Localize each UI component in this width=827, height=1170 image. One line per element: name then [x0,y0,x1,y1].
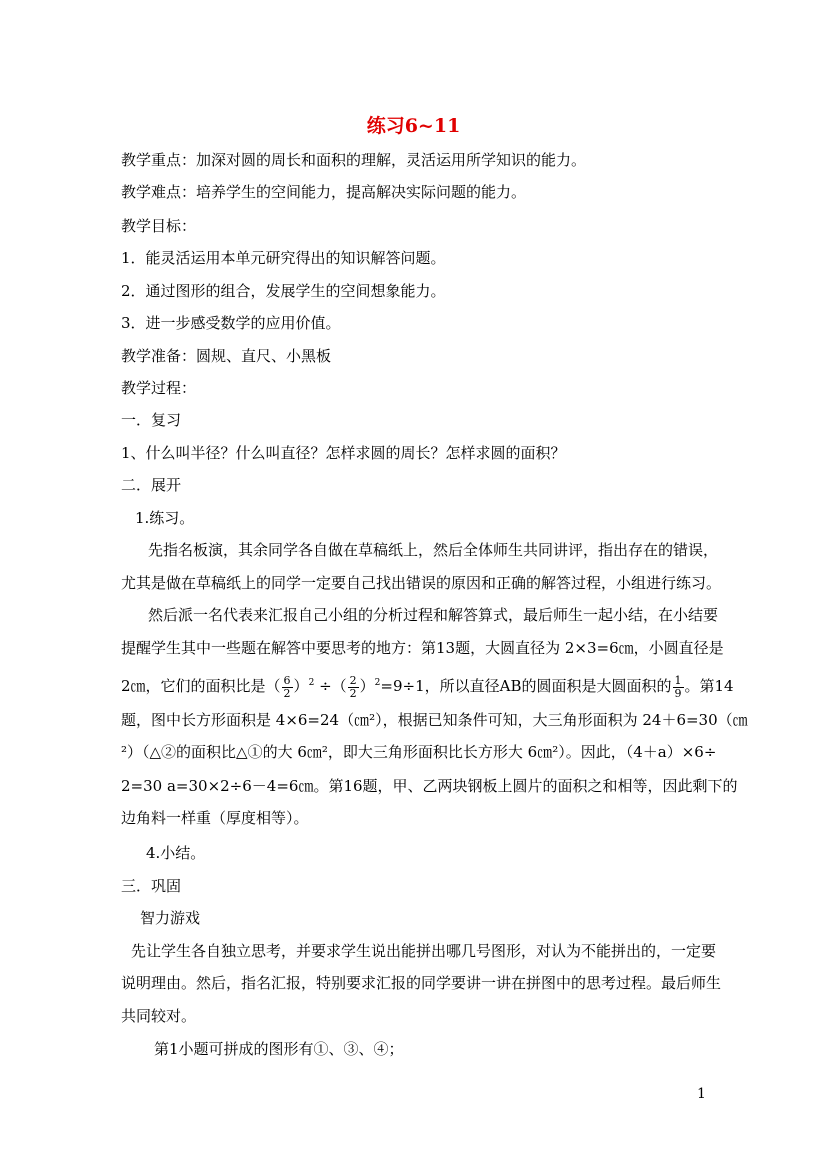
game-heading: 智力游戏 [140,909,201,927]
fraction-denominator: 2 [283,686,291,700]
paragraph-line: 说明理由。然后，指名汇报，特别要求汇报的同学要讲一讲在拼图中的思考过程。最后师生 [121,974,722,992]
section-review-heading: 一．复习 [121,411,182,429]
section-expand-heading: 二．展开 [121,476,182,494]
paragraph-line: 尤其是做在草稿纸上的同学一定要自己找出错误的原因和正确的解答过程，小组进行练习。 [121,574,722,592]
formula-text: ） [293,677,309,695]
formula-text: ） [359,677,375,695]
goal-1: 1．能灵活运用本单元研究得出的知识解答问题。 [121,249,446,267]
paragraph-line: 提醒学生其中一些题在解答中要思考的地方：第13题，大圆直径为 2×3=6㎝，小圆直径是 [121,639,724,657]
fraction-numerator: 1 [674,673,682,687]
paragraph-line: 然后派一名代表来汇报自己小组的分析过程和解答算式，最后师生一起小结，在小结要 [148,606,719,624]
formula-text: 2㎝，它们的面积比是（ [121,677,281,695]
teaching-preparation: 教学准备：圆规、直尺、小黑板 [121,347,332,365]
fraction-denominator: 9 [674,686,682,700]
teaching-focus: 教学重点：加深对圆的周长和面积的理解，灵活运用所学知识的能力。 [121,151,587,169]
fraction-numerator: 6 [283,673,291,687]
goal-2: 2．通过图形的组合，发展学生的空间想象能力。 [121,282,446,300]
fraction [348,675,359,700]
fraction [673,675,684,700]
exponent: 2 [374,678,381,688]
goal-3: 3．进一步感受数学的应用价值。 [121,314,341,332]
fraction [282,675,293,700]
paragraph-line: 题，图中长方形面积是 4×6=24（㎝²），根据已知条件可知，大三角形面积为 24＋6=30（㎝ [121,711,748,729]
exponent: 2 [308,678,315,688]
paragraph-line: 先让学生各自独立思考，并要求学生说出能拼出哪几号图形，对认为不能拼出的，一定要 [131,942,717,960]
teaching-goals-heading: 教学目标： [121,217,197,235]
formula-line [121,673,734,700]
paragraph-line: ²）（△②的面积比△①的大 6㎝²，即大三角形面积比长方形大 6㎝²）。因此，（4＋a）×6÷ [121,743,717,761]
page-number: 1 [697,1086,706,1102]
formula-text: ÷（ [319,677,347,695]
paragraph-line: 先指名板演，其余同学各自做在草稿纸上，然后全体师生共同讲评，指出存在的错误， [148,541,719,559]
practice-item: 1.练习。 [135,509,195,527]
teaching-process-heading: 教学过程： [121,379,197,397]
fraction-denominator: 2 [349,686,357,700]
formula-text: =9÷1，所以直径AB的圆面积是大圆面积的 [380,677,672,695]
fraction-numerator: 2 [349,673,357,687]
review-question: 1、什么叫半径？什么叫直径？怎样求圆的周长？怎样求圆的面积？ [121,444,566,462]
paragraph-line: 共同较对。 [121,1007,197,1025]
teaching-difficulty: 教学难点：培养学生的空间能力，提高解决实际问题的能力。 [121,183,527,201]
summary-item: 4.小结。 [146,844,206,862]
paragraph-line: 边角料一样重（厚度相等）。 [121,809,309,827]
section-consolidate-heading: 三．巩固 [121,877,182,895]
formula-text: 。第14 [684,677,734,695]
paragraph-line: 第1小题可拼成的图形有①、③、④； [154,1040,404,1058]
paragraph-line: 2=30 a=30×2÷6－4=6㎝。第16题，甲、乙两块钢板上圆片的面积之和相等，因此剩下的 [121,777,738,795]
page-title: 练习6~11 [366,115,461,137]
